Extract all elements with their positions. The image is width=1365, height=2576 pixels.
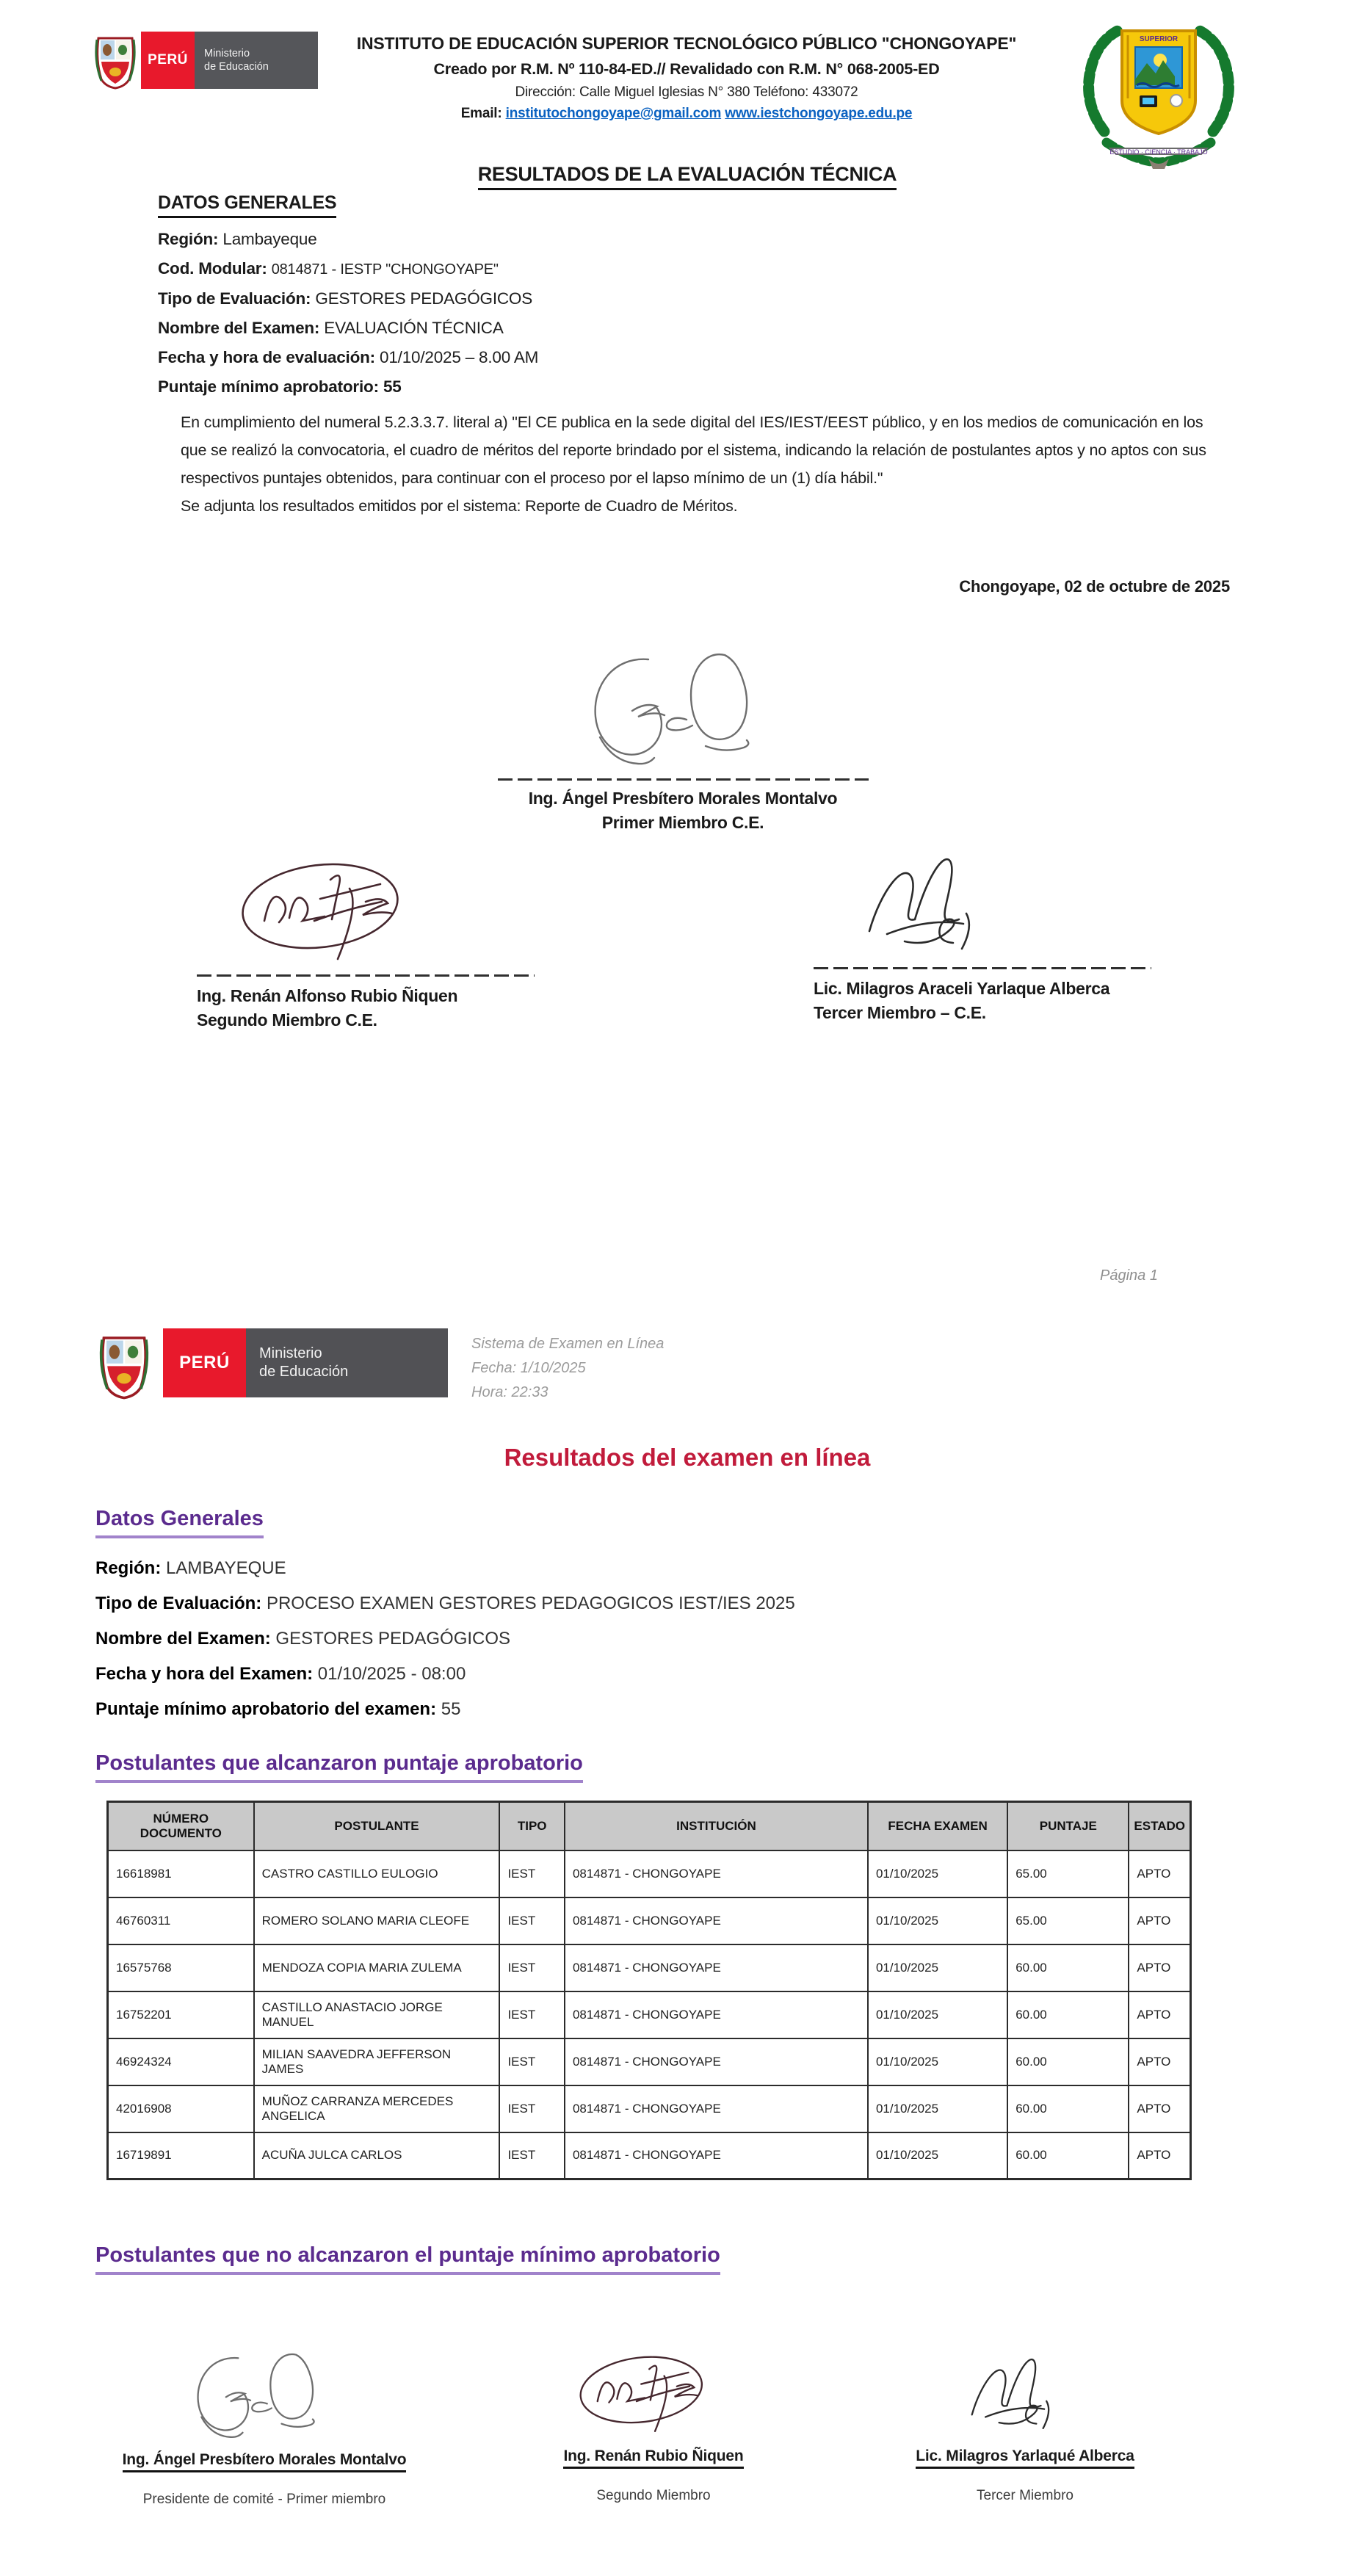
field-region <box>158 225 1112 254</box>
field-nombre-examen <box>158 314 1112 343</box>
field-value: Lambayeque <box>222 230 317 248</box>
field-label: Nombre del Examen: <box>158 319 320 337</box>
page2-datos-heading: Datos Generales <box>95 1507 264 1538</box>
col-tipo: TIPO <box>499 1802 565 1850</box>
signature-third-member-icon <box>843 843 1034 964</box>
cell-puntaje: 60.00 <box>1007 2085 1129 2132</box>
email-label: Email: <box>460 106 502 121</box>
cell-fecha: 01/10/2025 <box>868 2038 1007 2085</box>
cell-puntaje: 60.00 <box>1007 1944 1129 1991</box>
cell-documento: 16575768 <box>108 1944 254 1991</box>
field-region <box>95 1551 1197 1586</box>
signatory-role: Primer Miembro C.E. <box>601 813 764 832</box>
cell-fecha: 01/10/2025 <box>868 2085 1007 2132</box>
institution-header <box>316 34 1057 122</box>
cell-estado: APTO <box>1129 2038 1190 2085</box>
page-number: Página 1 <box>1100 1267 1158 1284</box>
signature-block-first-member <box>461 643 905 835</box>
cell-institucion: 0814871 - CHONGOYAPE <box>565 1850 868 1897</box>
not-approved-heading: Postulantes que no alcanzaron el puntaje mínimo aprobatorio <box>95 2243 720 2275</box>
cell-documento: 46760311 <box>108 1897 254 1944</box>
cell-puntaje: 60.00 <box>1007 2132 1129 2179</box>
signature-line <box>197 974 535 977</box>
cell-tipo: IEST <box>499 2038 565 2085</box>
signatory-role: Segundo Miembro C.E. <box>197 1010 377 1030</box>
cell-postulante: MILIAN SAAVEDRA JEFFERSON JAMES <box>254 2038 500 2085</box>
cell-tipo: IEST <box>499 2132 565 2179</box>
field-value: GESTORES PEDAGÓGICOS <box>275 1629 511 1649</box>
minedu-logo-page2 <box>95 1326 448 1400</box>
peru-label: PERÚ <box>179 1353 230 1372</box>
field-value: GESTORES PEDAGÓGICOS <box>315 289 533 308</box>
field-fecha-hora <box>158 343 1112 372</box>
ministry-line2: de Educación <box>204 61 269 73</box>
ministry-line1: Ministerio <box>204 48 250 59</box>
signatory-name: Ing. Renán Rubio Ñiquen <box>563 2447 743 2469</box>
peru-wordmark <box>141 32 195 89</box>
field-value: LAMBAYEQUE <box>166 1558 286 1578</box>
cell-institucion: 0814871 - CHONGOYAPE <box>565 1944 868 1991</box>
cell-fecha: 01/10/2025 <box>868 1850 1007 1897</box>
signatory-role: Tercer Miembro <box>977 2488 1073 2503</box>
cell-estado: APTO <box>1129 1850 1190 1897</box>
system-info <box>471 1332 664 1405</box>
system-date: Fecha: 1/10/2025 <box>471 1360 586 1376</box>
page1-title-wrap <box>158 163 1217 190</box>
cell-fecha: 01/10/2025 <box>868 1991 1007 2038</box>
dateline: Chongoyape, 02 de octubre de 2025 <box>959 577 1230 596</box>
institution-contact <box>316 106 1057 122</box>
col-numero-documento: NÚMERO DOCUMENTO <box>108 1802 254 1850</box>
table-row <box>108 1850 1191 1897</box>
field-label: Puntaje mínimo aprobatorio: <box>158 377 379 396</box>
cell-tipo: IEST <box>499 1991 565 2038</box>
signature-block-third-member <box>814 843 1210 1025</box>
table-row <box>108 2038 1191 2085</box>
svg-text:SUPERIOR: SUPERIOR <box>1139 35 1178 43</box>
field-value: 0814871 - IESTP "CHONGOYAPE" <box>271 261 499 278</box>
field-value: 01/10/2025 – 8.00 AM <box>380 348 539 366</box>
ministry-wordmark <box>246 1328 448 1397</box>
cell-tipo: IEST <box>499 2085 565 2132</box>
cell-postulante: MUÑOZ CARRANZA MERCEDES ANGELICA <box>254 2085 500 2132</box>
table-row <box>108 1944 1191 1991</box>
col-fecha-examen: FECHA EXAMEN <box>868 1802 1007 1850</box>
institution-name: INSTITUTO DE EDUCACIÓN SUPERIOR TECNOLÓGICO PÚBLICO "CHONGOYAPE" <box>356 34 1017 53</box>
datos-generales-heading: DATOS GENERALES <box>158 192 336 218</box>
results-table <box>106 1801 1192 2180</box>
cell-fecha: 01/10/2025 <box>868 1944 1007 1991</box>
cell-postulante: ROMERO SOLANO MARIA CLEOFE <box>254 1897 500 1944</box>
cell-institucion: 0814871 - CHONGOYAPE <box>565 1991 868 2038</box>
school-emblem-icon <box>1066 18 1251 173</box>
field-label: Puntaje mínimo aprobatorio del examen: <box>95 1699 437 1719</box>
website-link[interactable]: www.iestchongoyape.edu.pe <box>725 106 913 121</box>
page2-title: Resultados del examen en línea <box>504 1444 871 1471</box>
cell-documento: 16752201 <box>108 1991 254 2038</box>
signature-block-second-member <box>197 850 593 1032</box>
field-value: 01/10/2025 - 08:00 <box>317 1664 466 1684</box>
cell-estado: APTO <box>1129 1991 1190 2038</box>
compliance-paragraph <box>181 408 1217 520</box>
peru-coat-of-arms-icon <box>94 31 137 90</box>
cell-puntaje: 65.00 <box>1007 1850 1129 1897</box>
field-label: Fecha y hora del Examen: <box>95 1664 314 1684</box>
paragraph-2: Se adjunta los resultados emitidos por el sistema: Reporte de Cuadro de Méritos. <box>181 497 738 515</box>
ministry-wordmark <box>195 32 318 89</box>
system-time: Hora: 22:33 <box>471 1384 548 1400</box>
signature-block-tercer <box>847 2344 1203 2504</box>
institution-resolution: Creado por R.M. Nº 110-84-ED.// Revalidado con R.M. N° 068-2005-ED <box>433 60 940 78</box>
cell-fecha: 01/10/2025 <box>868 1897 1007 1944</box>
signature-second-member-icon <box>226 850 446 972</box>
col-postulante: POSTULANTE <box>254 1802 500 1850</box>
cell-puntaje: 60.00 <box>1007 1991 1129 2038</box>
signatory-name: Lic. Milagros Araceli Yarlaque Alberca <box>814 979 1110 998</box>
table-row <box>108 2085 1191 2132</box>
page2-datos-heading-wrap <box>95 1507 264 1538</box>
cell-postulante: MENDOZA COPIA MARIA ZULEMA <box>254 1944 500 1991</box>
field-label: Región: <box>95 1558 162 1578</box>
not-approved-heading-wrap <box>95 2243 720 2275</box>
signatory-role: Presidente de comité - Primer miembro <box>142 2492 386 2507</box>
field-value: PROCESO EXAMEN GESTORES PEDAGOGICOS IEST/IES 2025 <box>266 1593 795 1613</box>
field-fecha-hora <box>95 1657 1197 1692</box>
field-label: Fecha y hora de evaluación: <box>158 348 375 366</box>
field-tipo-evaluacion <box>95 1586 1197 1621</box>
ministry-line2: de Educación <box>259 1364 349 1380</box>
cell-puntaje: 60.00 <box>1007 2038 1129 2085</box>
cell-documento: 16618981 <box>108 1850 254 1897</box>
table-row <box>108 1897 1191 1944</box>
signature-first-member-icon <box>562 643 804 774</box>
cell-tipo: IEST <box>499 1850 565 1897</box>
signatory-name: Ing. Renán Alfonso Rubio Ñiquen <box>197 986 458 1005</box>
cell-postulante: ACUÑA JULCA CARLOS <box>254 2132 500 2179</box>
field-value: 55 <box>441 1699 461 1719</box>
cell-documento: 46924324 <box>108 2038 254 2085</box>
signatory-name: Ing. Ángel Presbítero Morales Montalvo <box>123 2451 407 2472</box>
peru-coat-of-arms-icon <box>95 1329 153 1400</box>
cell-estado: APTO <box>1129 2132 1190 2179</box>
peru-wordmark <box>163 1328 246 1397</box>
col-institucion: INSTITUCIÓN <box>565 1802 868 1850</box>
signature-third-member-icon <box>952 2344 1098 2443</box>
approved-heading-wrap <box>95 1751 583 1783</box>
page1-title: RESULTADOS DE LA EVALUACIÓN TÉCNICA <box>478 163 897 190</box>
field-tipo-evaluacion <box>158 284 1112 314</box>
signature-second-member-icon <box>568 2344 740 2443</box>
table-row <box>108 2132 1191 2179</box>
institution-address: Dirección: Calle Miguel Iglesias N° 380 Teléfono: 433072 <box>515 84 858 100</box>
col-estado: ESTADO <box>1129 1802 1190 1850</box>
field-label: Tipo de Evaluación: <box>95 1593 262 1613</box>
svg-text:ESTUDIO · CIENCIA · TRABAJO: ESTUDIO · CIENCIA · TRABAJO <box>1109 148 1208 156</box>
field-value: EVALUACIÓN TÉCNICA <box>324 319 504 337</box>
paragraph-1: En cumplimiento del numeral 5.2.3.3.7. literal a) "El CE publica en la sede digital del IES/IEST/EEST público, y en los medios de comunicación en los que se realizó la convocatoria, el cuadro de méritos del reporte brindado por el sistema, indicando la relación de postulantes aptos y no aptos con sus respectivos puntajes obtenidos, para continuar con el proceso por el lapso mínimo de un (1) día hábil." <box>181 413 1206 487</box>
field-label: Cod. Modular: <box>158 259 267 278</box>
cell-postulante: CASTILLO ANASTACIO JORGE MANUEL <box>254 1991 500 2038</box>
signature-line <box>498 778 869 781</box>
page2-datos-fields <box>95 1551 1197 1727</box>
field-value: 55 <box>383 377 402 396</box>
cell-estado: APTO <box>1129 1944 1190 1991</box>
field-label: Nombre del Examen: <box>95 1629 271 1649</box>
signature-block-presidente <box>87 2344 442 2508</box>
cell-estado: APTO <box>1129 2085 1190 2132</box>
approved-heading: Postulantes que alcanzaron puntaje aprobatorio <box>95 1751 583 1783</box>
signatory-role: Tercer Miembro – C.E. <box>814 1003 986 1022</box>
field-cod-modular <box>158 254 1112 284</box>
table-header-row <box>108 1802 1191 1850</box>
cell-institucion: 0814871 - CHONGOYAPE <box>565 2038 868 2085</box>
system-name: Sistema de Examen en Línea <box>471 1336 665 1352</box>
cell-institucion: 0814871 - CHONGOYAPE <box>565 2085 868 2132</box>
field-label: Región: <box>158 230 219 248</box>
field-puntaje-minimo <box>158 372 1112 402</box>
cell-postulante: CASTRO CASTILLO EULOGIO <box>254 1850 500 1897</box>
field-puntaje-minimo <box>95 1692 1197 1727</box>
ministry-line1: Ministerio <box>259 1345 322 1361</box>
cell-fecha: 01/10/2025 <box>868 2132 1007 2179</box>
table-row <box>108 1991 1191 2038</box>
peru-label: PERÚ <box>148 52 188 68</box>
field-nombre-examen <box>95 1621 1197 1657</box>
signature-block-segundo <box>476 2344 831 2504</box>
col-puntaje: PUNTAJE <box>1007 1802 1129 1850</box>
email-link[interactable]: institutochongoyape@gmail.com <box>505 106 722 121</box>
signatory-name: Ing. Ángel Presbítero Morales Montalvo <box>528 789 838 808</box>
field-label: Tipo de Evaluación: <box>158 289 311 308</box>
cell-institucion: 0814871 - CHONGOYAPE <box>565 1897 868 1944</box>
signatory-name: Lic. Milagros Yarlaqué Alberca <box>916 2447 1134 2469</box>
cell-tipo: IEST <box>499 1944 565 1991</box>
cell-institucion: 0814871 - CHONGOYAPE <box>565 2132 868 2179</box>
cell-documento: 16719891 <box>108 2132 254 2179</box>
cell-estado: APTO <box>1129 1897 1190 1944</box>
cell-puntaje: 65.00 <box>1007 1897 1129 1944</box>
signature-line <box>814 967 1151 969</box>
signatory-role: Segundo Miembro <box>596 2488 711 2503</box>
minedu-logo <box>94 31 322 90</box>
page1-datos-generales <box>158 192 1112 402</box>
cell-documento: 42016908 <box>108 2085 254 2132</box>
signature-first-member-icon <box>173 2344 356 2447</box>
cell-tipo: IEST <box>499 1897 565 1944</box>
